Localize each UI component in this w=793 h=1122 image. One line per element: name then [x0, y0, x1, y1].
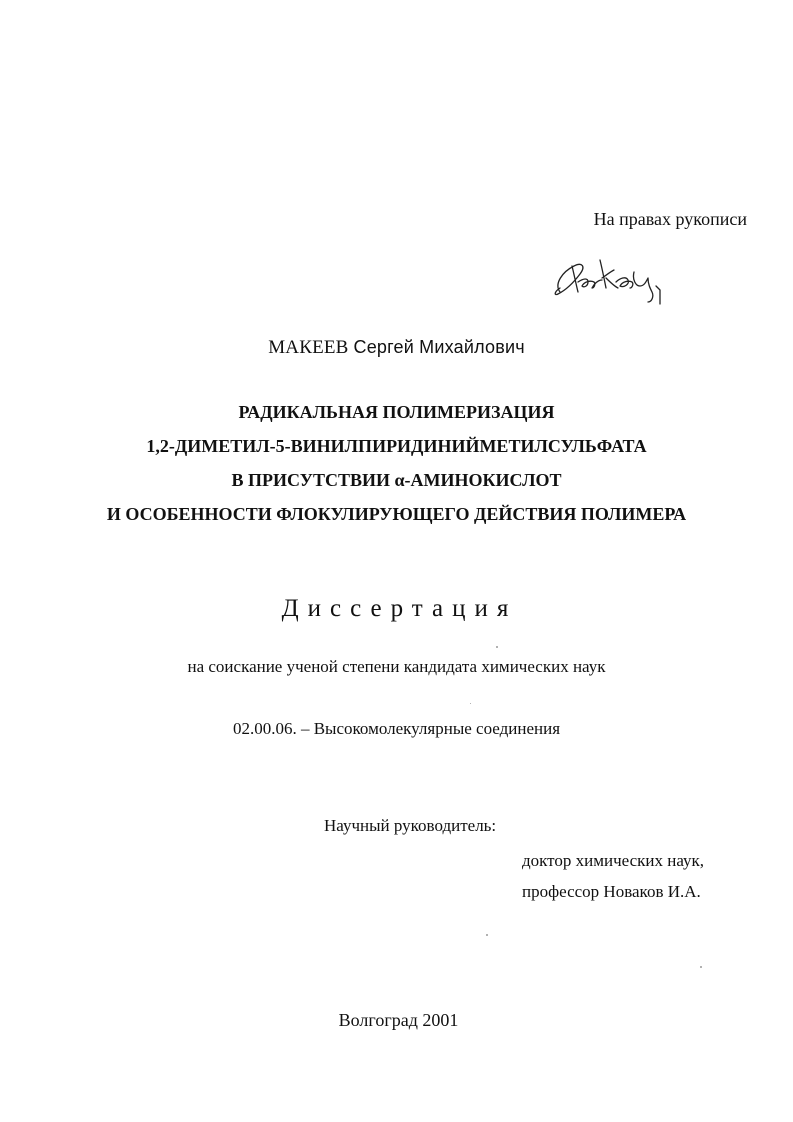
author-surname: МАКЕЕВ — [268, 337, 349, 358]
scan-speck — [700, 966, 702, 968]
specialty-code: 02.00.06. – Высокомолекулярные соединения — [232, 719, 561, 738]
city-and-year: Волгоград 2001 — [338, 1010, 459, 1030]
scan-speck — [486, 934, 488, 936]
title-line: И ОСОБЕННОСТИ ФЛОКУЛИРУЮЩЕГО ДЕЙСТВИЯ ПОЛИМЕРА — [106, 504, 687, 524]
title-line: РАДИКАЛЬНАЯ ПОЛИМЕРИЗАЦИЯ — [238, 402, 555, 422]
author-given-names: Сергей Михайлович — [353, 337, 525, 357]
title-line: 1,2-ДИМЕТИЛ-5-ВИНИЛПИРИДИНИЙМЕТИЛСУЛЬФАТА — [146, 436, 647, 456]
scan-speck — [470, 703, 471, 704]
document-type: Диссертация — [281, 595, 518, 622]
degree-statement: на соискание ученой степени кандидата химических наук — [187, 657, 606, 676]
supervisor-name: профессор Новаков И.А. — [522, 882, 701, 901]
dissertation-title — [0, 395, 793, 531]
scan-speck — [496, 646, 498, 648]
title-line: В ПРИСУТСТВИИ α-АМИНОКИСЛОТ — [231, 470, 562, 490]
supervisor-degree: доктор химических наук, — [522, 851, 705, 870]
author-name — [0, 337, 793, 359]
supervisor-label: Научный руководитель: — [324, 816, 497, 835]
handwritten-signature — [548, 252, 668, 308]
manuscript-rights-notice: На правах рукописи — [593, 209, 747, 229]
